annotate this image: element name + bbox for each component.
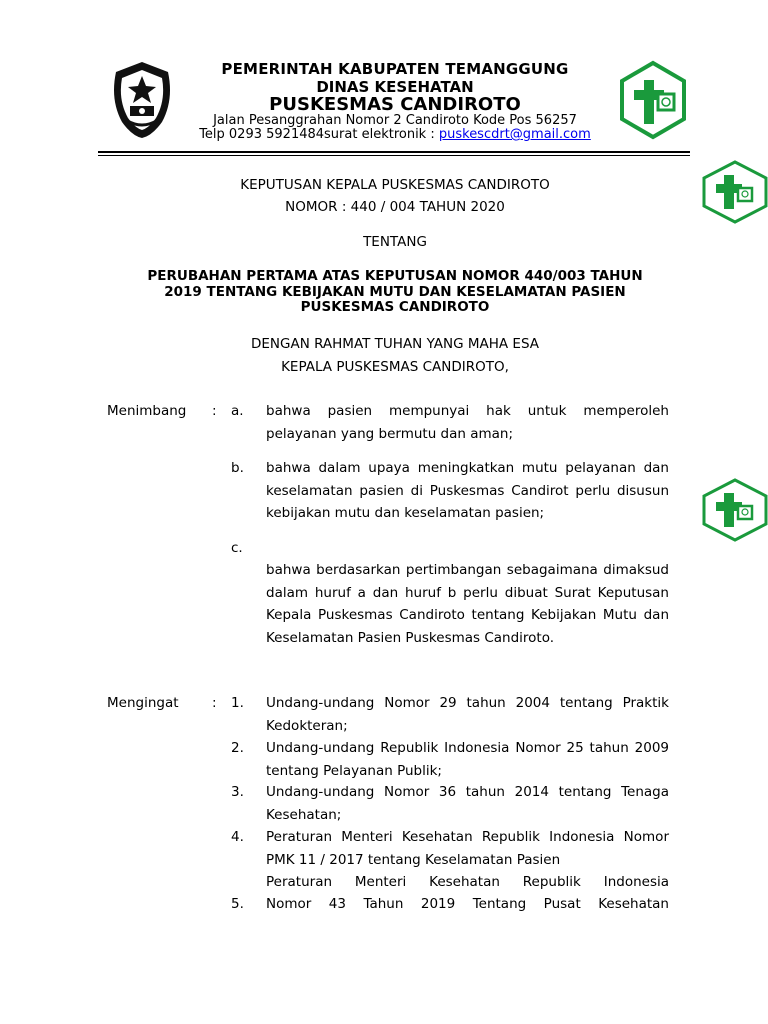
menimbang-colon: : bbox=[212, 403, 217, 419]
decree-title: KEPUTUSAN KEPALA PUSKESMAS CANDIROTO bbox=[240, 177, 550, 193]
decree-number: NOMOR : 440 / 004 TAHUN 2020 bbox=[285, 199, 505, 215]
menimbang-item-b: bahwa dalam upaya meningkatkan mutu pelayanan dan keselamatan pasien di Puskesmas Candirot perlu disusun kebijakan mutu dan keselamatan pasien; bbox=[266, 460, 669, 521]
menimbang-marker-a: a. bbox=[231, 403, 244, 419]
mengingat-marker-2: 2. bbox=[231, 740, 244, 756]
mengingat-marker-3: 3. bbox=[231, 784, 244, 800]
menimbang-marker-c: c. bbox=[231, 540, 243, 556]
email-link[interactable]: puskescdrt@gmail.com bbox=[438, 127, 591, 142]
header-rule-thin bbox=[98, 155, 690, 156]
mengingat-marker-1: 1. bbox=[231, 695, 244, 711]
mengingat-colon: : bbox=[212, 695, 217, 711]
decree-subject-line-1: PERUBAHAN PERTAMA ATAS KEPUTUSAN NOMOR 440/003 TAHUN bbox=[147, 268, 643, 284]
mengingat-item-5-line-1: Peraturan Menteri Kesehatan Republik Indonesia bbox=[266, 874, 669, 890]
mengingat-marker-4: 4. bbox=[231, 829, 244, 845]
header-rule-thick bbox=[98, 151, 690, 153]
decree-subject-line-3: PUSKESMAS CANDIROTO bbox=[300, 299, 490, 315]
letterhead-puskesmas: PUSKESMAS CANDIROTO bbox=[269, 94, 521, 115]
letterhead-dinas: DINAS KESEHATAN bbox=[316, 78, 474, 96]
decree-blessing: DENGAN RAHMAT TUHAN YANG MAHA ESA bbox=[250, 336, 540, 352]
margin-logo-1 bbox=[702, 160, 768, 224]
mengingat-label: Mengingat bbox=[107, 695, 179, 711]
decree-head: KEPALA PUSKESMAS CANDIROTO, bbox=[281, 359, 509, 375]
letterhead-government: PEMERINTAH KABUPATEN TEMANGGUNG bbox=[221, 60, 569, 78]
menimbang-marker-b: b. bbox=[231, 460, 244, 476]
decree-subject-line-2: 2019 TENTANG KEBIJAKAN MUTU DAN KESELAMATAN PASIEN bbox=[164, 284, 626, 300]
menimbang-item-a: bahwa pasien mempunyai hak untuk memperoleh pelayanan yang bermutu dan aman; bbox=[266, 403, 669, 442]
mengingat-item-4: Peraturan Menteri Kesehatan Republik Indonesia Nomor PMK 11 / 2017 tentang Keselamatan Pasien bbox=[266, 829, 669, 868]
mengingat-item-2: Undang-undang Republik Indonesia Nomor 25 tahun 2009 tentang Pelayanan Publik; bbox=[266, 740, 669, 779]
mengingat-item-1: Undang-undang Nomor 29 tahun 2004 tentang Praktik Kedokteran; bbox=[266, 695, 669, 734]
menimbang-item-c: bahwa berdasarkan pertimbangan sebagaimana dimaksud dalam huruf a dan huruf b perlu dibuat Surat Keputusan Kepala Puskesmas Candiroto tentang Kebijakan Mutu dan Keselamatan Pasien Puskesmas Candiroto. bbox=[266, 562, 669, 646]
mengingat-item-3: Undang-undang Nomor 36 tahun 2014 tentang Tenaga Kesehatan; bbox=[266, 784, 669, 823]
letterhead-contact bbox=[160, 127, 630, 142]
letterhead-address: Jalan Pesanggrahan Nomor 2 Candiroto Kode Pos 56257 bbox=[213, 113, 577, 128]
mengingat-marker-5: 5. bbox=[231, 896, 244, 912]
contact-text: Telp 0293 5921484surat elektronik : bbox=[199, 127, 439, 142]
mengingat-item-5-line-2: Nomor 43 Tahun 2019 Tentang Pusat Kesehatan bbox=[266, 896, 669, 912]
margin-logo-2 bbox=[702, 478, 768, 542]
decree-tentang: TENTANG bbox=[363, 234, 427, 250]
menimbang-label: Menimbang bbox=[107, 403, 187, 419]
